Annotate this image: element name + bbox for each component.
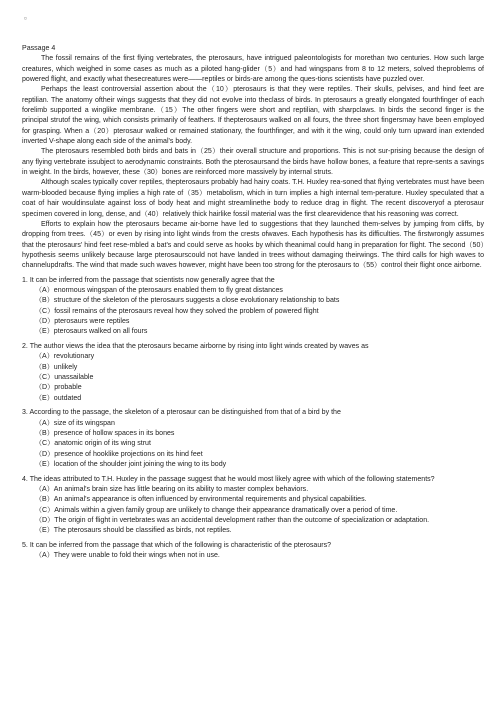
passage-paragraph: Efforts to explain how the pterosaurs became air-borne have led to suggestions that they launched them-selves by jumping from cliffs, by dropping from trees.（45）or even by rising into light winds from the crests ofwaves. Each hypothesis has its difficulties. The firstwrongly assumes that the pterosaurs' hind feet rese-mbled a bat's and could serve as hooks by which theanimal could hang in preparation for flight. The second（50）hypothesis seems unlikely because large pterosaurscould not have landed in trees without damaging theirwings. The third calls for high waves to channelupdrafts. The wind that made such waves however, might have been too strong for the pterosaurs to（55）control their flight once airborne. bbox=[22, 220, 484, 270]
option-label: （E） bbox=[35, 394, 54, 402]
option-text: The pterosaurs should be classified as birds, not reptiles. bbox=[53, 527, 232, 535]
option-text: probable bbox=[54, 384, 82, 392]
question bbox=[22, 276, 484, 338]
answer-option bbox=[22, 373, 484, 383]
option-text: size of its wingspan bbox=[53, 419, 115, 427]
question bbox=[22, 408, 484, 470]
option-text: An animal's brain size has little bearing on its ability to master complex behaviors. bbox=[53, 485, 309, 493]
question-stem: 5. It can be inferred from the passage that which of the following is characteristic of the pterosaurs? bbox=[22, 541, 332, 549]
option-text: The origin of flight in vertebrates was an accidental development rather than the outcome of specialization or adaptation. bbox=[54, 516, 430, 524]
question-stem: 2. The author views the idea that the pterosaurs became airborne by rising into light winds created by waves as bbox=[22, 343, 369, 350]
passage-paragraph: The pterosaurs resembled both birds and bats in（25）their overall structure and proportions. This is not sur-prising because the design of any flying vertebrate issubject to aerodynamic constraints. Both the pterosaursand the birds have hollow bones, a feature that repre-sents a savings in weight. In the birds, however, these（30）bones are reinforced more massively by internal struts. bbox=[22, 148, 484, 177]
option-text: revolutionary bbox=[53, 353, 95, 361]
answer-option bbox=[22, 495, 484, 505]
option-label: （A） bbox=[35, 419, 54, 427]
question-stem: 1. It can be inferred from the passage that scientists now generally agree that the bbox=[22, 276, 275, 284]
passage-title: Passage 4 bbox=[22, 45, 56, 52]
option-label: （D） bbox=[35, 384, 55, 392]
answer-option bbox=[22, 460, 484, 470]
question bbox=[22, 541, 484, 562]
question bbox=[22, 475, 484, 537]
option-text: anatomic origin of its wing strut bbox=[54, 440, 151, 448]
answer-option bbox=[22, 286, 484, 296]
option-label: （E） bbox=[35, 328, 54, 336]
option-text: location of the shoulder joint joining the wing to its body bbox=[53, 460, 227, 468]
answer-option bbox=[22, 363, 484, 373]
answer-option bbox=[22, 394, 484, 404]
option-text: outdated bbox=[53, 394, 82, 402]
option-label: （B） bbox=[35, 297, 54, 305]
answer-option bbox=[22, 307, 484, 317]
option-label: （A） bbox=[35, 485, 54, 493]
option-label: （A） bbox=[35, 287, 54, 295]
passage-paragraph: Perhaps the least controversial assertion about the（10）pterosaurs is that they were reptiles. Their skulls, pelvises, and hind feet are reptilian. The anatomy oftheir wings suggests that they did not evolve into theclass of birds. In pterosaurs a greatly elongated fourthfinger of each forelimb supported a winglike membrane.（15）The other fingers were short and reptilian, with sharpclaws. In birds the second finger is the principal strutof the wing, which consists primarily of feathers. If thepterosaurs walked on all fours, the three short fingersmay have been employed for grasping. When a（20）pterosaur walked or remained stationary, the fourthfinger, and with it the wing, could only turn upward inan extended inverted V-shape along each side of the animal's body. bbox=[22, 86, 484, 146]
document-page bbox=[22, 18, 484, 561]
option-text: They were unable to fold their wings when not in use. bbox=[53, 552, 220, 560]
answer-option bbox=[22, 506, 484, 516]
option-text: pterosaurs were reptiles bbox=[54, 318, 130, 326]
answer-option bbox=[22, 296, 484, 306]
answer-option bbox=[22, 551, 484, 561]
question-stem: 4. The ideas attributed to T.H. Huxley in the passage suggest that he would most likely agree with which of the following statements? bbox=[22, 475, 435, 483]
answer-option bbox=[22, 327, 484, 337]
answer-option bbox=[22, 516, 484, 526]
option-label: （D） bbox=[35, 450, 55, 458]
answer-option bbox=[22, 526, 484, 536]
option-text: structure of the skeleton of the pterosaurs suggests a close evolutionary relationship to bats bbox=[53, 297, 340, 305]
option-text: presence of hollow spaces in its bones bbox=[53, 429, 175, 437]
questions-section bbox=[22, 276, 484, 562]
answer-option bbox=[22, 352, 484, 362]
option-text: pterosaurs walked on all fours bbox=[53, 328, 148, 336]
option-text: unlikely bbox=[53, 363, 78, 371]
option-label: （B） bbox=[35, 363, 54, 371]
option-label: （E） bbox=[35, 527, 54, 535]
option-label: （B） bbox=[35, 429, 54, 437]
answer-option bbox=[22, 419, 484, 429]
question bbox=[22, 342, 484, 404]
question-stem: 3. According to the passage, the skeleton of a pterosaur can be distinguished from that of a bird by the bbox=[22, 409, 341, 417]
option-text: presence of hooklike projections on its hind feet bbox=[54, 450, 203, 458]
option-label: （B） bbox=[35, 496, 54, 504]
option-label: （C） bbox=[35, 374, 55, 382]
answer-option bbox=[22, 439, 484, 449]
passage-body bbox=[22, 54, 484, 271]
corner-mark: ¤ bbox=[24, 16, 27, 22]
option-label: （E） bbox=[35, 460, 54, 468]
answer-option bbox=[22, 383, 484, 393]
option-text: fossil remains of the pterosaurs reveal how they solved the problem of powered flight bbox=[54, 307, 319, 315]
answer-option bbox=[22, 450, 484, 460]
option-label: （C） bbox=[35, 440, 55, 448]
passage-paragraph: The fossil remains of the first flying vertebrates, the pterosaurs, have intrigued paleontologists for morethan two centuries. How such large creatures, which weighed in some cases as much as a piloted hang-glider（5）and had wingspans from 8 to 12 meters, solved theproblems of powered flight, and exactly what thesecreatures were——reptiles or birds-are among the ques-tions scientists have puzzled over. bbox=[22, 55, 484, 84]
option-label: （A） bbox=[35, 353, 54, 361]
option-text: enormous wingspan of the pterosaurs enabled them to fly great distances bbox=[53, 287, 283, 295]
option-label: （D） bbox=[35, 318, 55, 326]
passage-paragraph: Although scales typically cover reptiles, thepterosaurs probably had hairy coats. T.H. Huxley rea-soned that flying vertebrates must have been warm-blooded because flying implies a high rate of（35）metabolism, which in turn implies a high internal tem-perature. Huxley speculated that a coat of hair wouldinsulate against loss of body heat and might streamlinethe body to reduce drag in flight. The recent discoveryof a pterosaur specimen covered in long, dense, and（40）relatively thick hairlike fossil material was the first clearevidence that his reasoning was correct. bbox=[22, 179, 484, 218]
option-label: （D） bbox=[35, 516, 55, 524]
option-label: （C） bbox=[35, 307, 55, 315]
option-label: （A） bbox=[35, 552, 54, 560]
option-text: unassailable bbox=[54, 374, 94, 382]
answer-option bbox=[22, 317, 484, 327]
option-text: An animal's appearance is often influenced by environmental requirements and physical capabilities. bbox=[53, 496, 367, 504]
answer-option bbox=[22, 485, 484, 495]
option-label: （C） bbox=[35, 506, 55, 514]
answer-option bbox=[22, 429, 484, 439]
option-text: Animals within a given family group are unlikely to change their appearance dramatically over a period of time. bbox=[54, 506, 398, 514]
